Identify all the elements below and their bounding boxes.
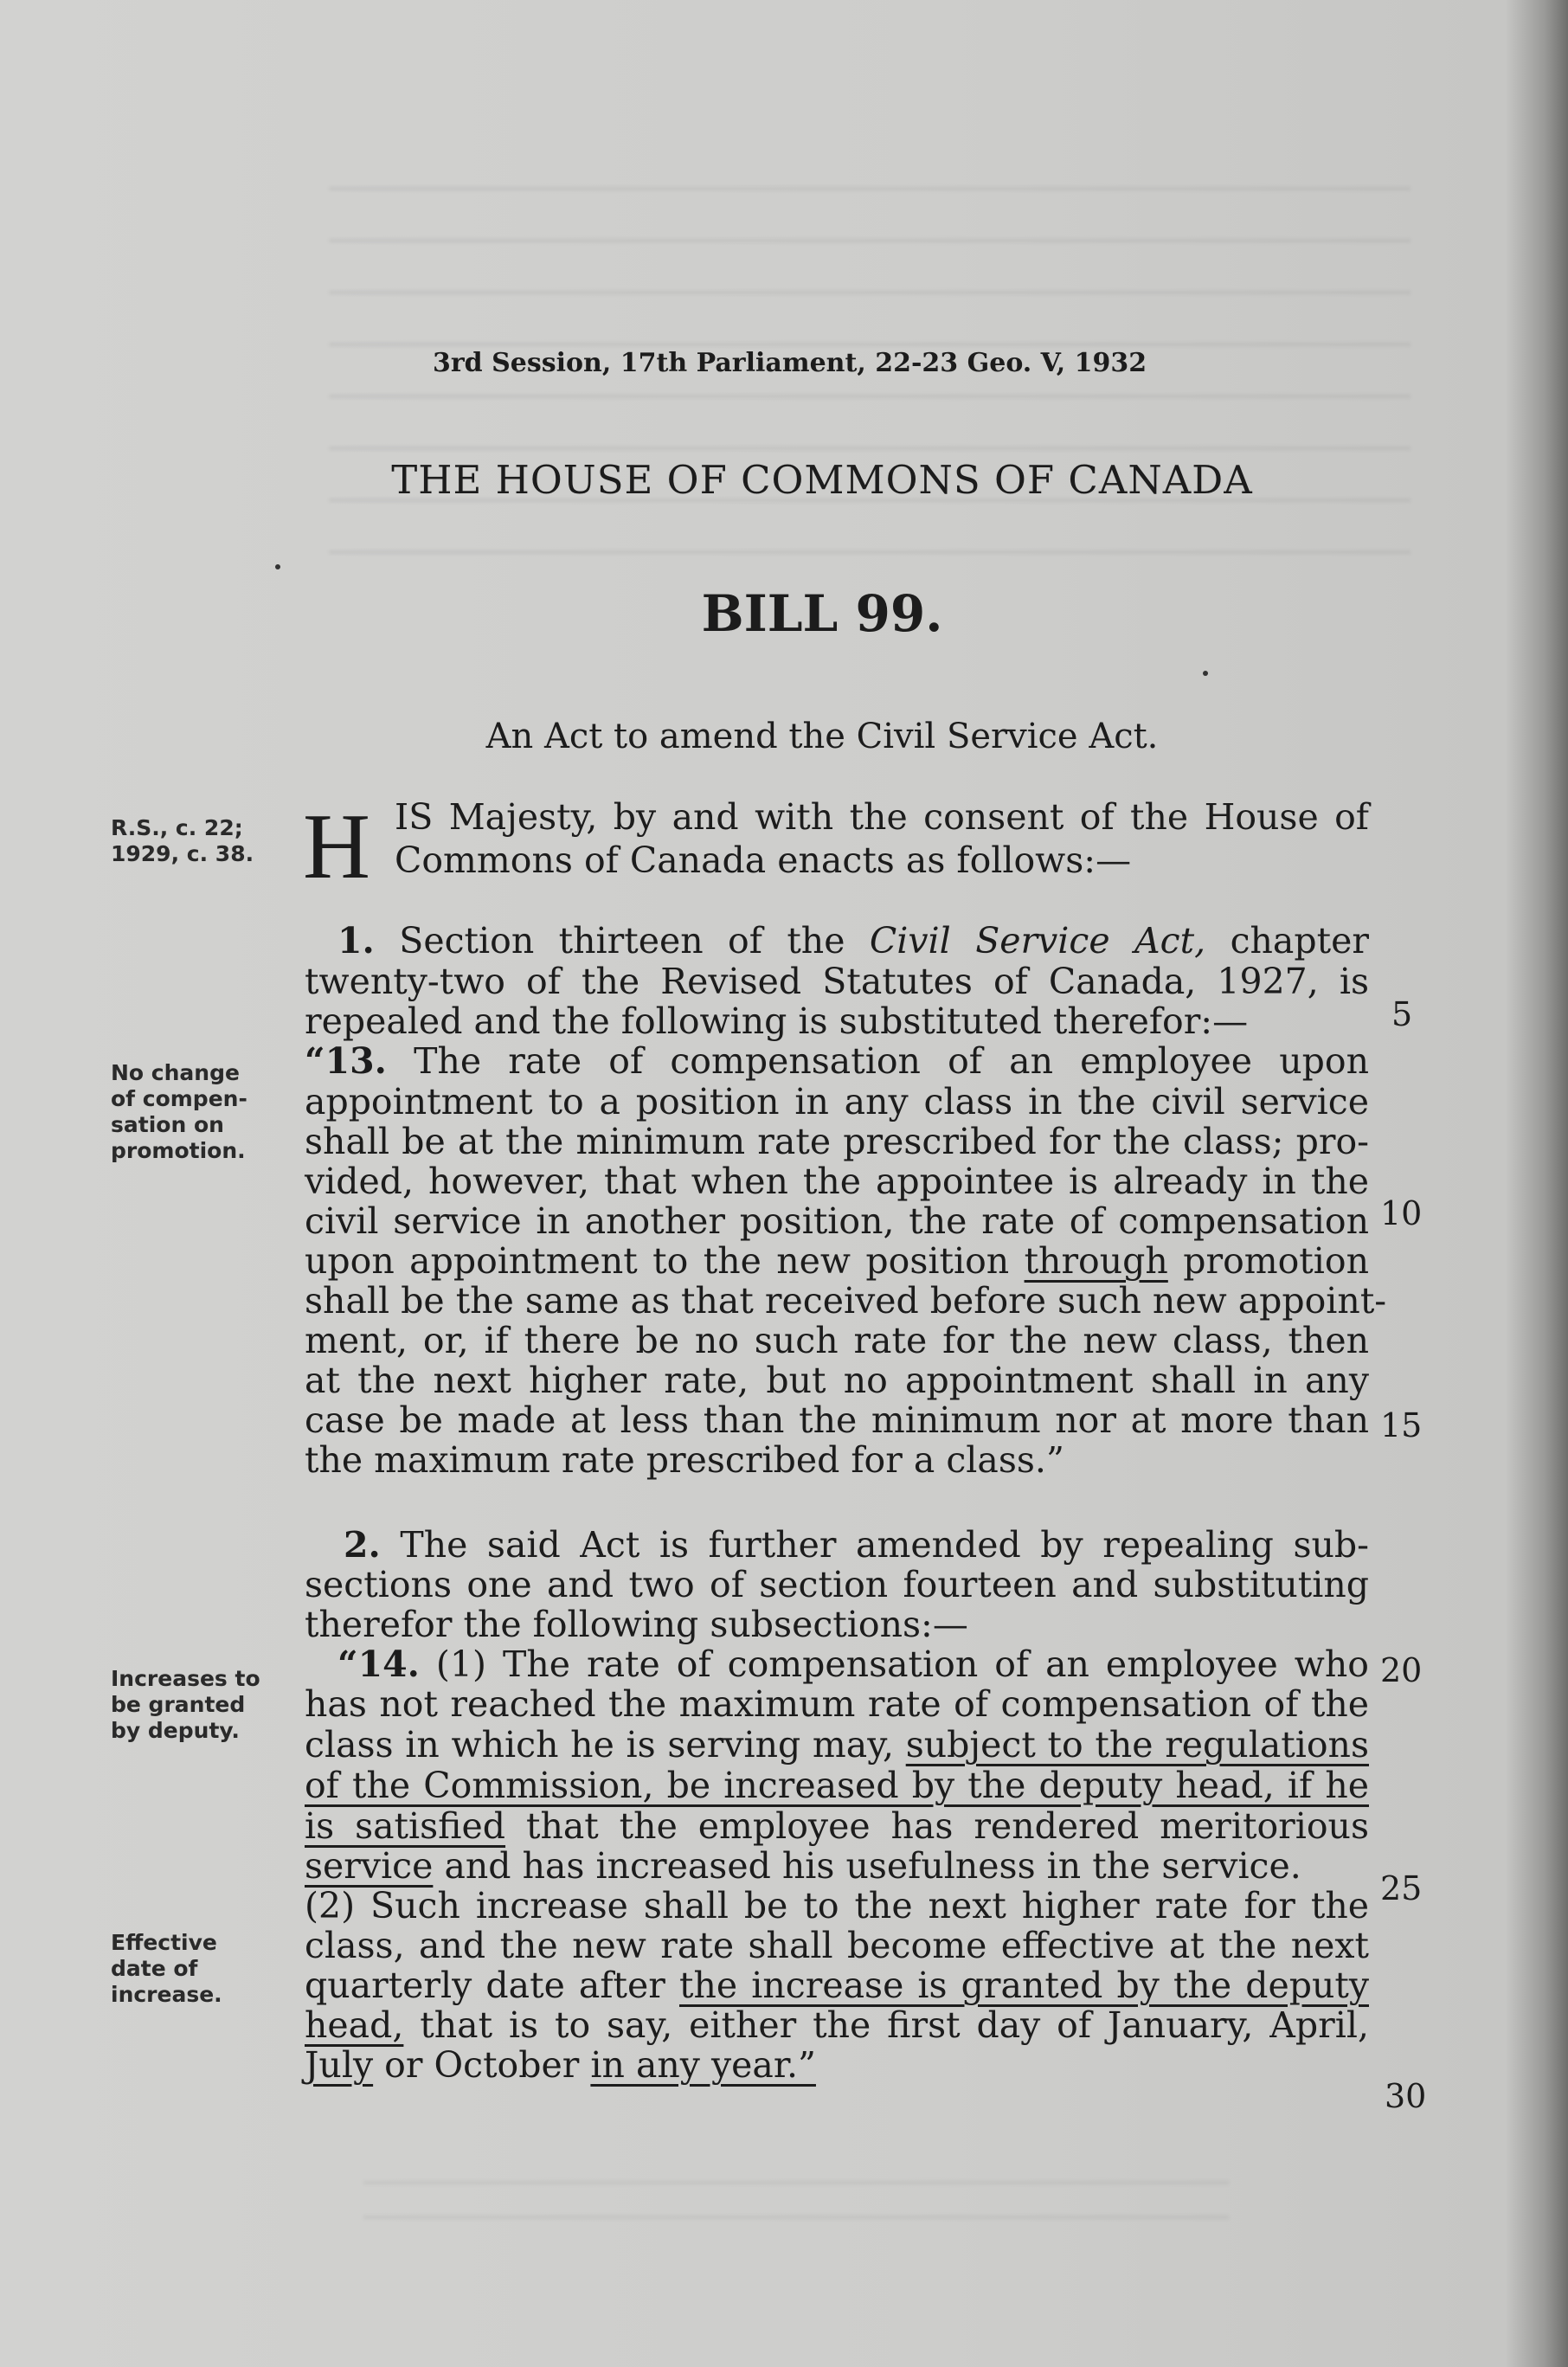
show-through-text-bottom xyxy=(363,2155,1229,2250)
section-13-line: “13. The rate of compensation of an employee upon xyxy=(305,1040,1369,1082)
section-13-line: at the next higher rate, but no appointment shall in any xyxy=(305,1360,1369,1401)
line-number-30: 30 xyxy=(1385,2077,1427,2115)
section-14-line: quarterly date after the increase is granted by the deputy xyxy=(305,1965,1369,2006)
line-number-10: 10 xyxy=(1380,1194,1423,1232)
section-14-line: (2) Such increase shall be to the next higher rate for the xyxy=(305,1885,1369,1926)
line-number-15: 15 xyxy=(1380,1406,1423,1444)
line-number-25: 25 xyxy=(1380,1869,1423,1907)
enacting-clause-line: IS Majesty, by and with the consent of the House of xyxy=(395,796,1369,838)
session-heading: 3rd Session, 17th Parliament, 22-23 Geo. V, 1932 xyxy=(433,348,1147,378)
section-14-line: class in which he is serving may, subject to the regulations xyxy=(305,1724,1369,1766)
section-13-line: the maximum rate prescribed for a class.” xyxy=(305,1439,1064,1481)
section-13-line: case be made at less than the minimum nor at more than xyxy=(305,1399,1369,1441)
drop-cap: H xyxy=(303,795,370,898)
bill-title: BILL 99. xyxy=(701,584,943,643)
speck-mark xyxy=(1203,671,1208,676)
section-13-line: ment, or, if there be no such rate for the new class, then xyxy=(305,1320,1369,1361)
section-1-line: repealed and the following is substituted therefor:— xyxy=(305,1000,1249,1042)
margin-note-increases: Increases to be granted by deputy. xyxy=(111,1666,260,1743)
section-2-line: therefor the following subsections:— xyxy=(305,1604,968,1645)
margin-note-effective: Effective date of increase. xyxy=(111,1930,222,2007)
margin-note-no-change: No change of compen- sation on promotion. xyxy=(111,1060,247,1163)
section-14-line: of the Commission, be increased by the deputy head, if he xyxy=(305,1765,1369,1806)
section-1-line: 1. Section thirteen of the Civil Service Act, chapter xyxy=(337,920,1369,962)
section-14-line: has not reached the maximum rate of compensation of the xyxy=(305,1683,1369,1725)
act-title: An Act to amend the Civil Service Act. xyxy=(485,717,1159,756)
section-13-number: “13. xyxy=(305,1040,387,1082)
section-2-number: 2. xyxy=(344,1524,381,1566)
section-13-line: upon appointment to the new position through promotion xyxy=(305,1240,1369,1282)
section-14-line: July or October in any year.” xyxy=(305,2044,816,2086)
section-1-number: 1. xyxy=(337,920,375,962)
margin-note-rs: R.S., c. 22; 1929, c. 38. xyxy=(111,815,254,866)
section-14-number: “14. xyxy=(337,1643,420,1685)
line-number-20: 20 xyxy=(1380,1651,1423,1689)
section-1-line: twenty-two of the Revised Statutes of Canada, 1927, is xyxy=(305,961,1369,1002)
speck-mark xyxy=(275,564,280,569)
section-14-line: service and has increased his usefulness in the service. xyxy=(305,1845,1301,1887)
section-2-line: 2. The said Act is further amended by repealing sub- xyxy=(344,1524,1369,1566)
section-14-line: class, and the new rate shall become effective at the next xyxy=(305,1925,1369,1966)
section-14-line: is satisfied that the employee has rendered meritorious xyxy=(305,1805,1369,1847)
section-14-line: “14. (1) The rate of compensation of an employee who xyxy=(337,1643,1369,1685)
section-13-line: vided, however, that when the appointee is already in the xyxy=(305,1161,1369,1202)
section-14-line: head, that is to say, either the first day of January, April, xyxy=(305,2004,1369,2046)
section-13-line: shall be at the minimum rate prescribed for the class; pro- xyxy=(305,1121,1369,1162)
section-13-line: shall be the same as that received before such new appoint- xyxy=(305,1280,1387,1322)
line-number-5: 5 xyxy=(1391,995,1413,1033)
section-2-line: sections one and two of section fourteen and substituting xyxy=(305,1564,1369,1605)
section-13-line: appointment to a position in any class in the civil service xyxy=(305,1081,1369,1122)
house-heading: THE HOUSE OF COMMONS OF CANADA xyxy=(391,457,1253,503)
section-13-line: civil service in another position, the rate of compensation xyxy=(305,1200,1369,1242)
enacting-clause-line: Commons of Canada enacts as follows:— xyxy=(395,839,1132,881)
